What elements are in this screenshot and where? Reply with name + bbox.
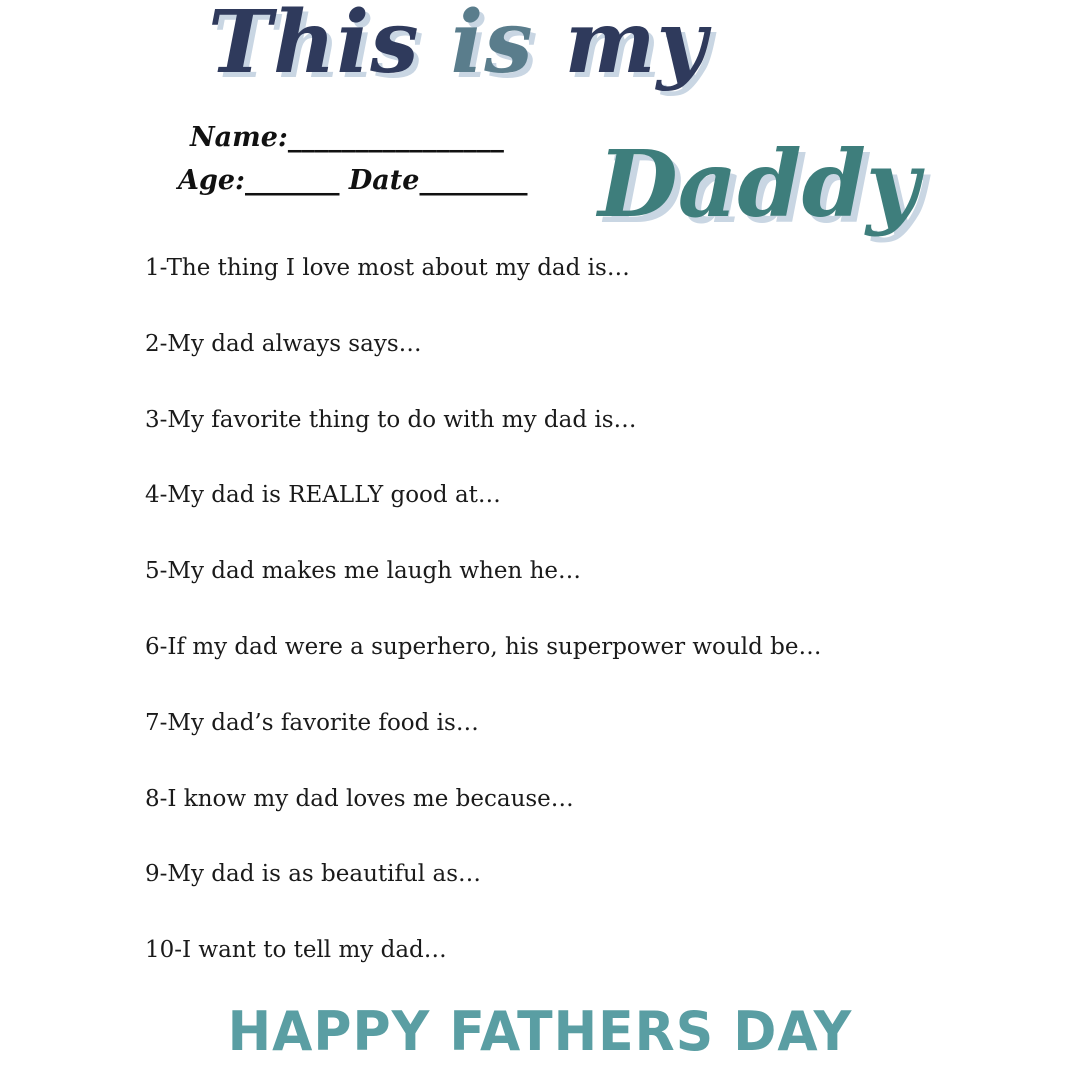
question-item: 8-I know my dad loves me because… xyxy=(145,785,574,812)
name-field xyxy=(190,124,504,151)
question-item: 9-My dad is as beautiful as… xyxy=(145,861,481,888)
title-word-is: is xyxy=(450,0,534,93)
page-title xyxy=(208,0,708,93)
title-word-my: my xyxy=(564,0,708,93)
question-item: 1-The thing I love most about my dad is… xyxy=(145,255,630,281)
name-label: Name: xyxy=(190,122,288,153)
question-item: 4-My dad is REALLY good at… xyxy=(145,482,501,509)
question-item: 10-I want to tell my dad… xyxy=(145,937,447,964)
question-item: 6-If my dad were a superhero, his superpower would be… xyxy=(145,633,822,660)
date-label: Date xyxy=(348,165,420,196)
question-list xyxy=(145,253,821,1011)
age-date-field xyxy=(178,167,527,194)
age-label: Age: xyxy=(178,165,245,196)
footer-greeting: HAPPY FATHERS DAY xyxy=(227,1000,853,1064)
title-word-this: This xyxy=(208,0,420,93)
question-item: 3-My favorite thing to do with my dad is… xyxy=(145,406,637,433)
question-item: 5-My dad makes me laugh when he… xyxy=(145,558,582,585)
question-item: 7-My dad’s favorite food is… xyxy=(145,709,479,736)
page-subtitle: Daddy xyxy=(598,130,920,238)
name-blank: ________________ xyxy=(287,122,504,153)
age-blank: _______ xyxy=(244,165,340,196)
date-blank: ________ xyxy=(419,165,528,196)
question-item: 2-My dad always says… xyxy=(145,330,422,357)
